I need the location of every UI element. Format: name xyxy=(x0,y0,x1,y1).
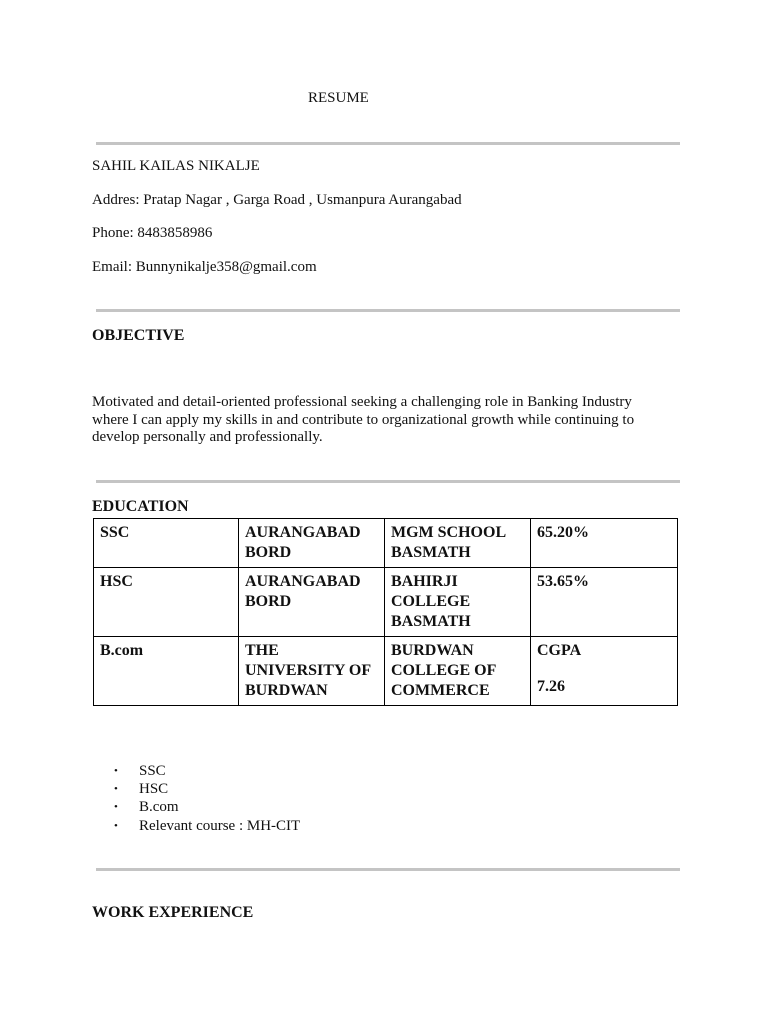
score-value: 7.26 xyxy=(537,678,565,695)
divider-1 xyxy=(96,142,680,145)
table-cell-board: AURANGABAD BORD xyxy=(239,568,385,637)
address-line: Addres: Pratap Nagar , Garga Road , Usmanpura Aurangabad xyxy=(92,192,462,208)
table-cell-score: 53.65% xyxy=(531,568,678,637)
table-cell-school: MGM SCHOOL BASMATH xyxy=(385,519,531,568)
list-item: • SSC xyxy=(110,762,300,780)
work-experience-heading: WORK EXPERIENCE xyxy=(92,904,254,921)
divider-3 xyxy=(96,480,680,483)
score-label: CGPA xyxy=(537,642,582,659)
objective-paragraph xyxy=(92,394,682,447)
table-cell-level: SSC xyxy=(94,519,239,568)
table-cell-level: B.com xyxy=(94,637,239,706)
table-row xyxy=(94,519,678,568)
objective-line: develop personally and professionally. xyxy=(92,429,323,445)
divider-2 xyxy=(96,309,680,312)
table-cell-board: THE UNIVERSITY OF BURDWAN xyxy=(239,637,385,706)
table-row xyxy=(94,568,678,637)
table-cell-score: 65.20% xyxy=(531,519,678,568)
candidate-name: SAHIL KAILAS NIKALJE xyxy=(92,158,260,174)
list-item: • B.com xyxy=(110,798,300,816)
education-heading: EDUCATION xyxy=(92,498,189,515)
courses-list xyxy=(110,762,300,835)
table-cell-board: AURANGABAD BORD xyxy=(239,519,385,568)
list-item: • Relevant course : MH-CIT xyxy=(110,817,300,835)
table-cell-school: BAHIRJI COLLEGE BASMATH xyxy=(385,568,531,637)
list-item: • HSC xyxy=(110,780,300,798)
objective-line: where I can apply my skills in and contribute to organizational growth while continuing to xyxy=(92,411,635,428)
objective-heading: OBJECTIVE xyxy=(92,327,185,344)
email-line: Email: Bunnynikalje358@gmail.com xyxy=(92,259,317,275)
table-cell-score xyxy=(531,637,678,706)
objective-line: Motivated and detail-oriented professional seeking a challenging role in Banking Industry xyxy=(92,394,632,410)
table-row xyxy=(94,637,678,706)
resume-title: RESUME xyxy=(308,90,369,106)
phone-line: Phone: 8483858986 xyxy=(92,225,213,241)
table-cell-level: HSC xyxy=(94,568,239,637)
divider-4 xyxy=(96,868,680,871)
table-cell-school: BURDWAN COLLEGE OF COMMERCE xyxy=(385,637,531,706)
education-table xyxy=(93,518,678,706)
